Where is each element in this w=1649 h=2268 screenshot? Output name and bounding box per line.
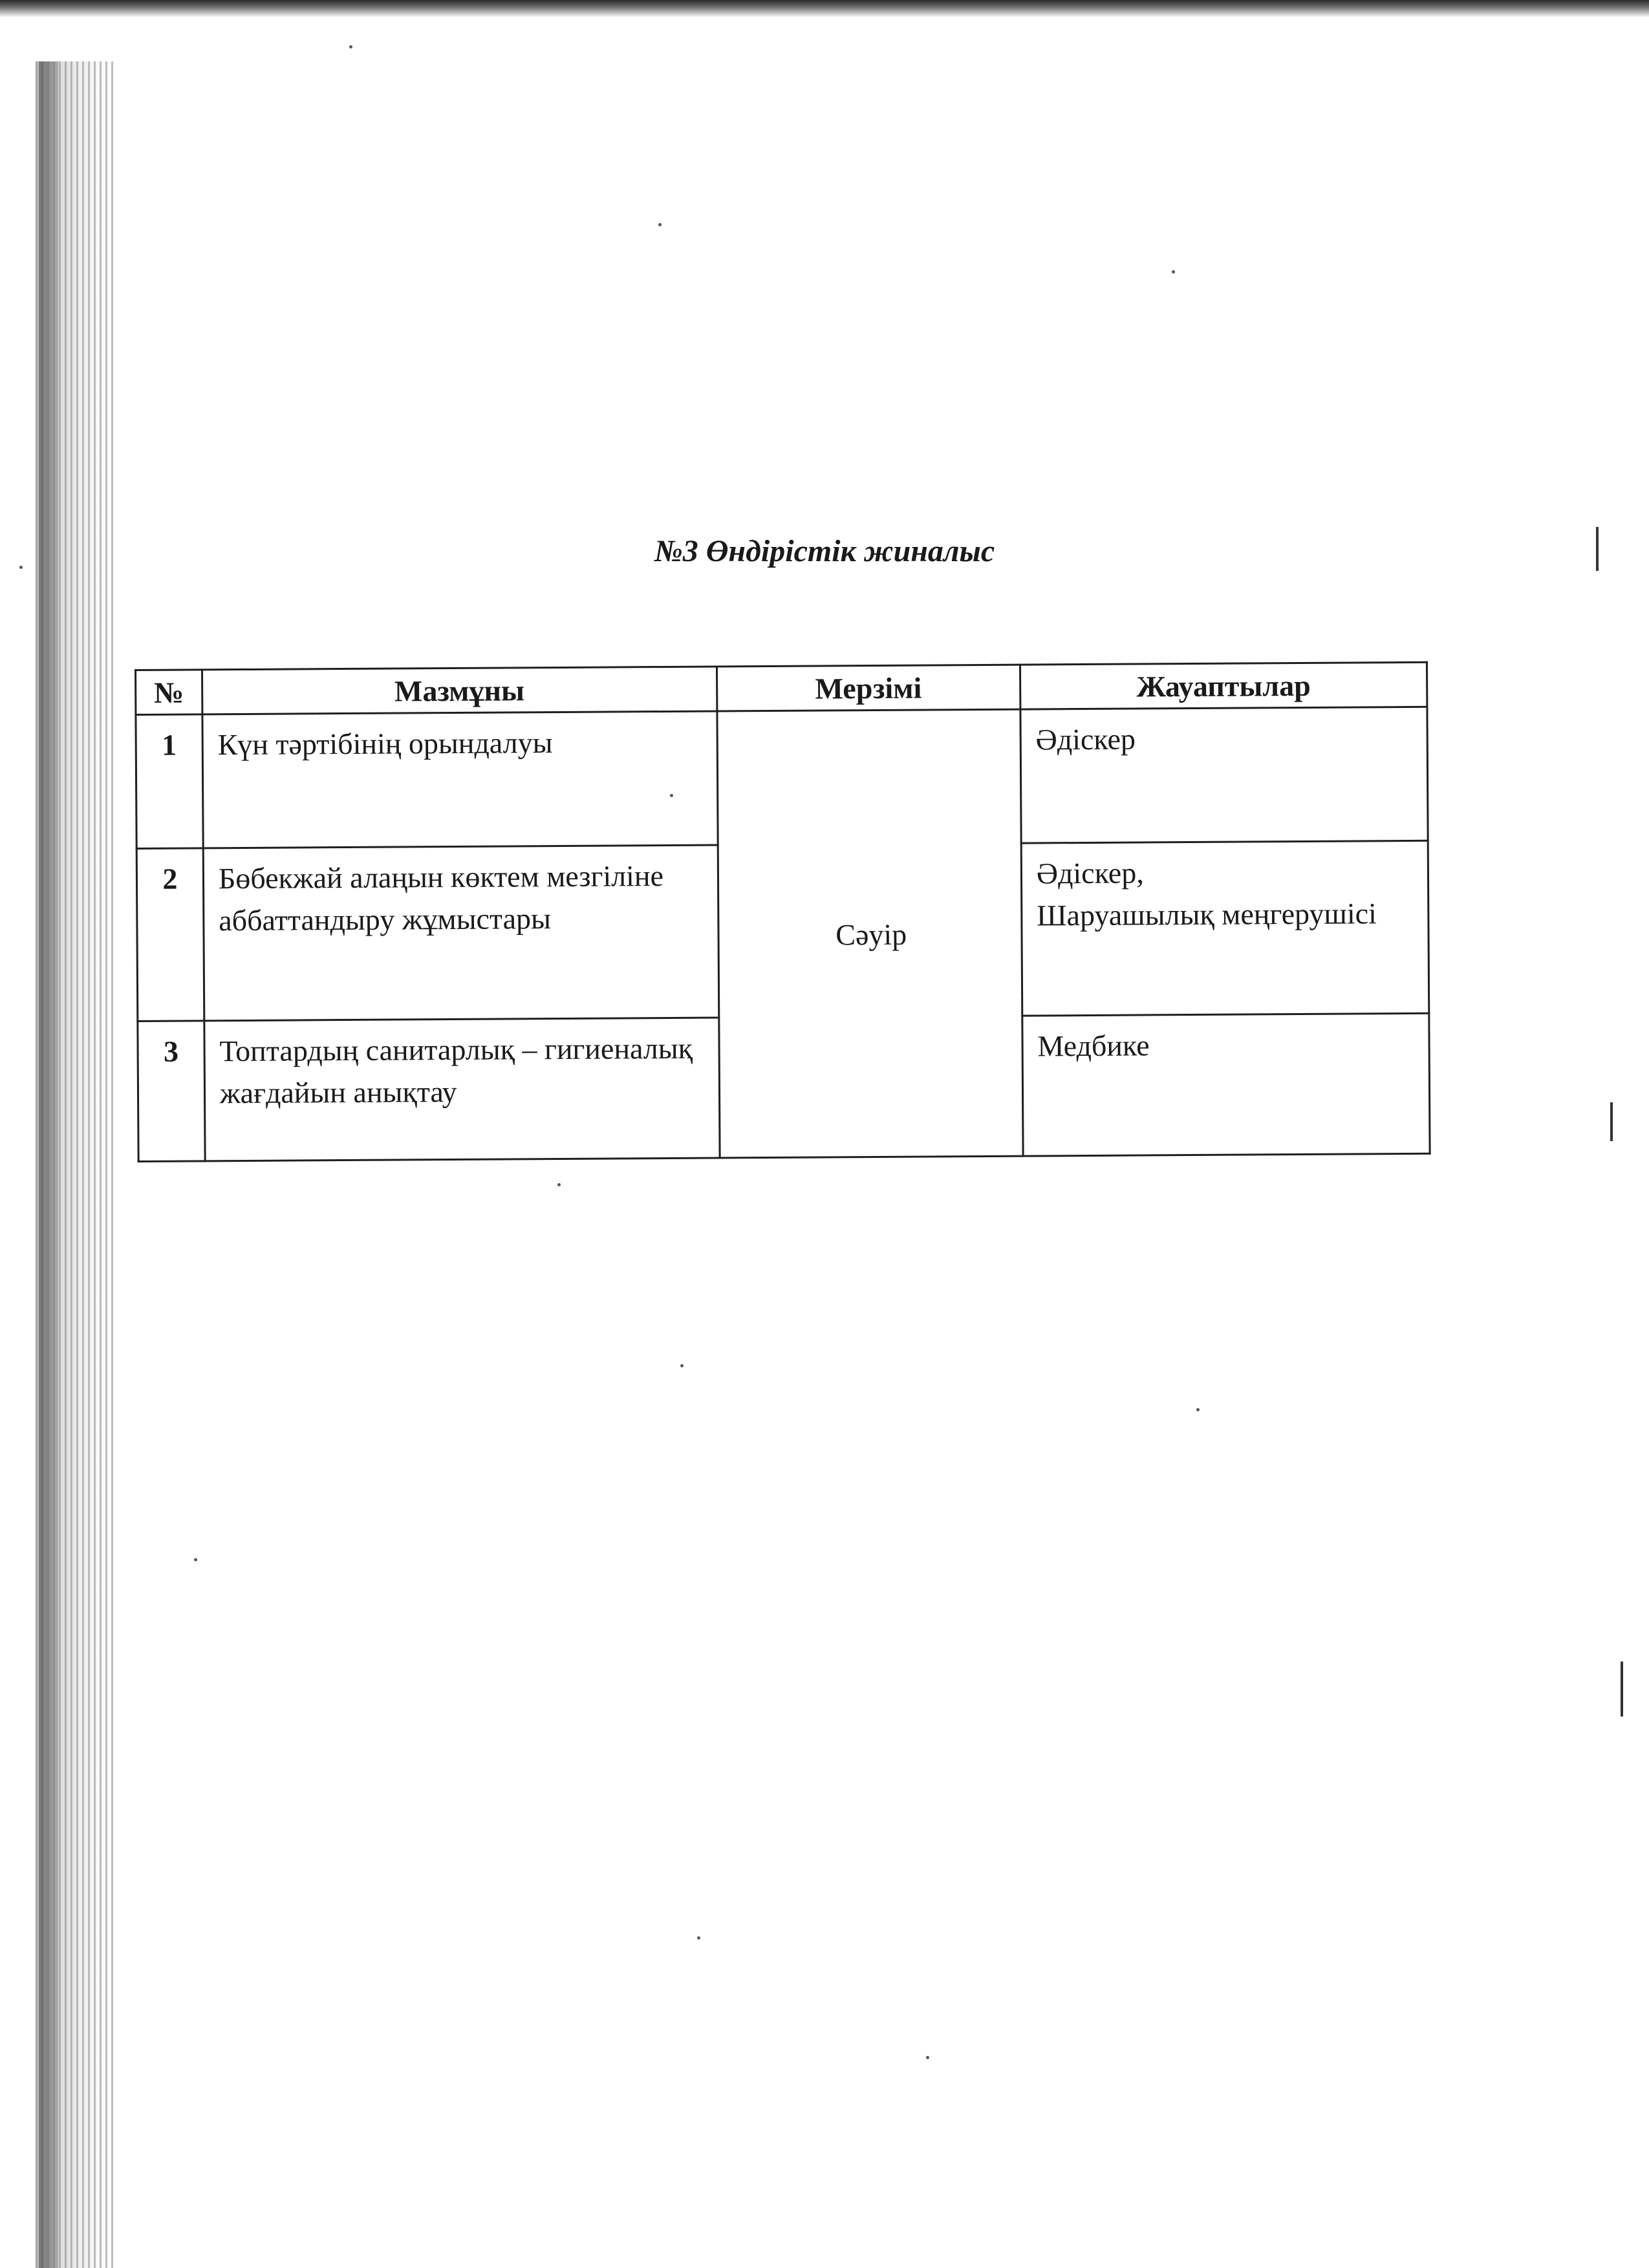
scan-speck	[557, 1183, 561, 1186]
scan-speck	[697, 1936, 700, 1940]
row-number: 3	[138, 1021, 205, 1162]
row-responsible: Әдіскер, Шаруашылық меңгерушісі	[1021, 841, 1429, 1016]
document-title: №3 Өндірістік жиналыс	[654, 534, 995, 568]
header-content: Мазмұны	[202, 667, 717, 714]
scan-speck	[349, 45, 352, 48]
scan-top-edge	[0, 0, 1649, 17]
shared-date-cell: Сәуір	[717, 710, 1023, 1159]
scan-mark	[1621, 1662, 1623, 1717]
scan-speck	[658, 223, 662, 226]
scan-mark	[1610, 1102, 1613, 1141]
header-number: №	[136, 670, 202, 715]
meeting-agenda-table	[135, 661, 1431, 1163]
header-date: Мерзімі	[717, 665, 1020, 711]
row-number: 2	[136, 848, 204, 1022]
row-responsible: Әдіскер	[1020, 707, 1428, 844]
scan-speck	[680, 1364, 684, 1367]
scan-speck	[926, 2056, 929, 2059]
row-content: Бөбекжай алаңын көктем мезгіліне аббаттандыру жұмыстары	[203, 845, 718, 1021]
scan-speck	[1196, 1408, 1200, 1411]
row-responsible: Медбике	[1022, 1014, 1430, 1157]
table-header-row	[136, 662, 1427, 715]
scan-speck	[194, 1558, 197, 1561]
row-content: Топтардың санитарлық – гигиеналық жағдайын анықтау	[204, 1018, 720, 1161]
scan-speck	[1172, 270, 1175, 273]
row-content: Күн тәртібінің орындалуы	[202, 711, 718, 848]
scan-left-shadow	[39, 61, 58, 2268]
header-responsible: Жауаптылар	[1020, 662, 1427, 709]
table-row	[136, 707, 1428, 849]
row-number: 1	[136, 714, 203, 849]
